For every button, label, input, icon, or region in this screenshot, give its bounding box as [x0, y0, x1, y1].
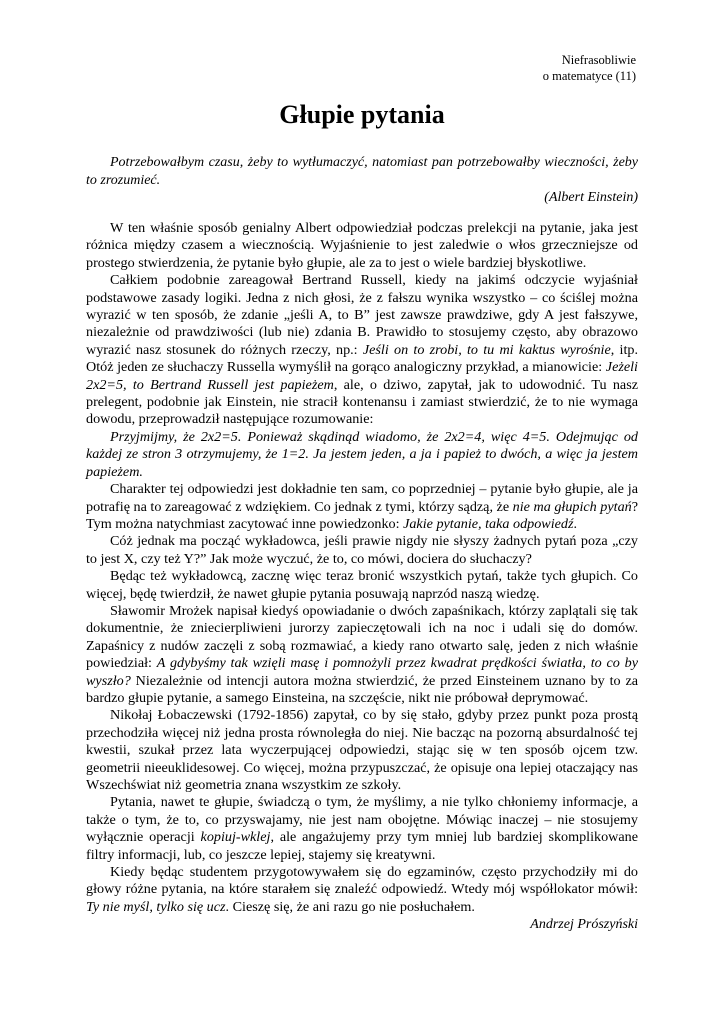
paragraph-10-text-c: . Cieszę się, że ani razu go nie posłuchałem. [225, 898, 475, 915]
paragraph-2-italic-d: Jeżeli 2x2=5, to Bertrand Russell jest papieżem [86, 359, 638, 393]
series-name: Niefrasobliwie [561, 53, 636, 67]
series-issue: o matematyce (11) [542, 69, 636, 83]
paragraph-2-text-c: , itp. Otóż jeden ze słuchaczy Russella wymyślił na gorąco analogiczny przykład, a mianowicie: [86, 341, 638, 376]
motto-author: (Albert Einstein) [544, 190, 638, 205]
page-header [543, 52, 636, 84]
paragraph-9-text-c: , ale angażujemy przy tym mniej lub bardziej skomplikowane filtry informacji, lub, co jeszcze lepiej, stajemy się kreatywni. [86, 829, 639, 863]
paragraph-10-text-a: Kiedy będąc studentem przygotowywałem się do egzaminów, często przychodziły mi do głowy różne pytania, na które starałem się znaleźć odpowiedź. Wtedy mój współlokator mówił: [86, 864, 638, 898]
paragraph-4-italic-b: nie ma głupich pytań [512, 498, 632, 515]
paragraph-2 [86, 272, 638, 429]
paragraph-7-text-a: Sławomir Mrożek napisał kiedyś opowiadanie o dwóch zapaśnikach, którzy zaplątali się tak dokumentnie, że zniecierpliwieni jurorzy zapieczętowali ich na noc i udali się do domów. Zapaśnicy z nudów zaczęli z sobą rozmawiać, a kiedy rano otwarto salę, jeden z nich właśnie powiedział: [86, 602, 638, 672]
paragraph-9 [86, 794, 638, 864]
paragraph-6: Będąc też wykładowcą, zacznę więc teraz bronić wszystkich pytań, także tych głupich. Co więcej, będę twierdził, że nawet głupie pytania posuwają naprzód naszą wiedzę. [86, 568, 638, 602]
paragraph-9-italic-b: kopiuj-wklej [200, 829, 271, 846]
paragraph-10 [86, 864, 638, 916]
paragraph-9-text-a: Pytania, nawet te głupie, świadczą o tym, że myślimy, a nie tylko chłoniemy informacje, a także o tym, że to, co przyswajamy, nie jest nam obojętne. Mówiąc inaczej – nie stosujemy wyłącznie operacji [86, 794, 638, 846]
paragraph-8: Nikołaj Łobaczewski (1792-1856) zapytał, co by się stało, gdyby przez punkt poza prostą przechodziła więcej niż jedna prosta równoległa do niej. Nie bacząc na pozorną absurdalność tej kwestii, szukał przez lata wyczerpującej odpowiedzi, stając się w ten sposób ojcem tzw. geometrii nieeuklidesowej. Co więcej, można przypuszczać, że opisuje ona lepiej otaczający nas Wszechświat niż geometria znana wszystkim ze szkoły. [86, 707, 638, 793]
paragraph-4-italic-d: Jakie pytanie, taka odpowiedź [403, 515, 574, 532]
author-signature: Andrzej Prószyński [530, 917, 638, 932]
paragraph-7 [86, 603, 638, 707]
motto [86, 154, 638, 207]
paragraph-2-text-e: , ale, o dziwo, zapytał, jak to udowodnić. Tu nasz prelegent, podobnie jak Einstein, nie stracił kontenansu i zamiast stwierdzić, że to nie wymaga dowodu, przeprowadził następujące rozumowanie: [86, 376, 638, 428]
paragraph-7-text-c: Niezależnie od intencji autora można stwierdzić, że przed Einsteinem uznano by to za bardzo głupie pytanie, a samego Einsteina, na szczęście, nikt nie próbował deprymować. [86, 672, 638, 706]
paragraph-3-proof: Przyjmijmy, że 2x2=5. Ponieważ skądinąd wiadomo, że 2x2=4, więc 4=5. Odejmując od każdej ze stron 3 otrzymujemy, że 1=2. Ja jestem jeden, a ja i papież to dwóch, a więc ja jestem papieżem. [86, 428, 638, 480]
paragraph-7-italic-b: A gdybyśmy tak wzięli masę i pomnożyli przez kwadrat prędkości światła, to co by wyszło? [86, 655, 638, 689]
paragraph-5: Cóż jednak ma począć wykładowca, jeśli prawie nigdy nie słyszy żadnych pytań poza „czy to jest X, czy też Y?” Jak może wyczuć, że to, co mówi, dociera do słuchaczy? [86, 533, 638, 567]
paragraph-4-text-c: ? Tym można natychmiast zacytować inne powiedzonko: [86, 498, 638, 532]
paragraph-2-italic-b: Jeśli on to zrobi, to tu mi kaktus wyrośnie [362, 341, 611, 358]
paragraph-4 [86, 481, 638, 533]
paragraph-10-italic-b: Ty nie myśl, tylko się ucz [86, 898, 226, 915]
article-title: Głupie pytania [279, 100, 445, 129]
paragraph-4-text-e: . [573, 515, 578, 532]
motto-quote: Potrzebowałbym czasu, żeby to wytłumaczyć, natomiast pan potrzebowałby wieczności, żeby to zrozumieć. [86, 155, 638, 188]
paragraph-2-text-a: Całkiem podobnie zareagował Bertrand Russell, kiedy na jakimś odczycie wyjaśniał podstawowe zasady logiki. Jedna z nich głosi, że z fałszu wynika wszystko – co ściślej można wyrazić w ten sposób, że zdanie „jeśli A, to B” jest zawsze prawdziwe, gdy A jest fałszywe, niezależnie od prawdziwości (lub nie) zdania B. Prawidło to stosujemy często, aby obrazowo wyrazić nasz stosunek do różnych rzeczy, np.: [86, 272, 638, 358]
paragraph-1: W ten właśnie sposób genialny Albert odpowiedział podczas prelekcji na pytanie, jaka jest różnica między czasem a wiecznością. Wyjaśnienie to jest zaledwie o włos grzeczniejsze od prostego stwierdzenia, że pytanie było głupie, ale za to jest o wiele bardziej błyskotliwe. [86, 220, 638, 271]
paragraph-4-text-a: Charakter tej odpowiedzi jest dokładnie ten sam, co poprzedniej – pytanie było głupie, ale ja potrafię na to zareagować z wdziękiem. Co jednak z tymi, którzy sądzą, że [86, 481, 638, 515]
article-body [86, 220, 638, 916]
